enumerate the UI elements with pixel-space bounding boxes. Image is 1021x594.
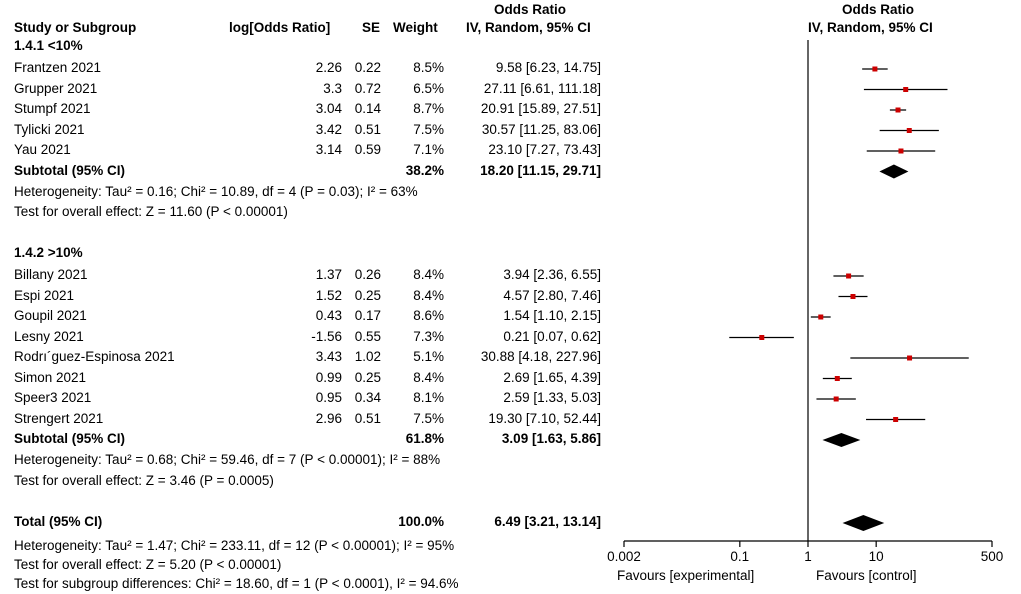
study-name: Grupper 2021 [14, 80, 98, 96]
header-weight: Weight [393, 20, 438, 35]
study-point [898, 149, 903, 154]
study-log-or: 3.42 [315, 121, 342, 137]
study-se: 0.25 [354, 287, 381, 303]
x-axis-tick-label: 500 [980, 549, 1004, 564]
total-label: Total (95% CI) [14, 514, 103, 529]
x-axis-tick-label: 1 [804, 549, 812, 564]
study-ci: 2.59 [1.33, 5.03] [503, 390, 601, 405]
study-ci: 23.10 [7.27, 73.43] [488, 142, 601, 157]
study-log-or: -1.56 [311, 328, 342, 344]
study-name: Strengert 2021 [14, 410, 104, 426]
heterogeneity-text: Heterogeneity: Tau² = 0.16; Chi² = 10.89, df = 4 (P = 0.03); I² = 63% [14, 183, 418, 199]
study-se: 0.25 [354, 369, 381, 385]
study-weight: 8.4% [413, 267, 444, 282]
header-study: Study or Subgroup [14, 20, 137, 35]
study-log-or: 0.43 [315, 308, 342, 323]
study-name: Speer3 2021 [14, 390, 92, 405]
total-overall-effect-text: Test for overall effect: Z = 5.20 (P < 0.00001) [14, 557, 282, 572]
study-point [850, 294, 855, 299]
header-or-title: Odds Ratio [494, 2, 567, 17]
study-ci: 30.88 [4.18, 227.96] [480, 349, 601, 364]
study-point [907, 356, 912, 361]
study-se: 0.22 [354, 60, 381, 75]
study-point [903, 87, 908, 92]
study-name: Simon 2021 [14, 369, 87, 385]
study-weight: 8.1% [413, 390, 444, 405]
study-weight: 7.5% [413, 410, 444, 426]
study-weight: 7.5% [413, 121, 444, 137]
subtotal-ci: 18.20 [11.15, 29.71] [480, 162, 601, 178]
study-name: Frantzen 2021 [14, 60, 102, 75]
study-se: 0.51 [354, 121, 381, 137]
study-name: Goupil 2021 [14, 308, 87, 323]
plot-header-method: IV, Random, 95% CI [808, 20, 933, 35]
study-log-or: 0.95 [315, 390, 342, 405]
study-point [846, 274, 851, 279]
study-log-or: 1.52 [315, 287, 342, 303]
study-name: Rodrı´guez-Espinosa 2021 [14, 349, 175, 364]
plot-header-title: Odds Ratio [842, 2, 915, 17]
study-name: Stumpf 2021 [14, 101, 91, 116]
total-diamond [843, 515, 885, 531]
study-name: Yau 2021 [14, 142, 71, 157]
study-log-or: 2.26 [315, 60, 342, 75]
study-point [896, 108, 901, 113]
x-axis-tick-label: 0.002 [607, 549, 641, 564]
study-point [834, 397, 839, 402]
study-se: 0.55 [354, 328, 381, 344]
subtotal-weight: 38.2% [405, 162, 444, 178]
study-name: Tylicki 2021 [14, 121, 85, 137]
study-se: 0.51 [354, 410, 381, 426]
study-point [759, 335, 764, 340]
subtotal-diamond [822, 433, 860, 447]
study-ci: 19.30 [7.10, 52.44] [488, 410, 601, 426]
overall-effect-text: Test for overall effect: Z = 3.46 (P = 0.0005) [14, 472, 274, 488]
study-weight: 8.7% [413, 101, 444, 116]
study-ci: 30.57 [11.25, 83.06] [481, 121, 601, 137]
study-weight: 6.5% [413, 80, 444, 96]
study-log-or: 2.96 [315, 410, 342, 426]
subtotal-diamond [879, 165, 908, 179]
study-ci: 27.11 [6.61, 111.18] [483, 80, 601, 96]
study-log-or: 3.14 [315, 142, 342, 157]
study-se: 0.26 [354, 267, 381, 282]
study-log-or: 3.04 [315, 101, 342, 116]
study-se: 0.72 [354, 80, 381, 96]
subtotal-weight: 61.8% [405, 431, 444, 446]
study-name: Lesny 2021 [14, 328, 84, 344]
study-ci: 0.21 [0.07, 0.62] [503, 328, 601, 344]
overall-effect-text: Test for overall effect: Z = 11.60 (P < 0.00001) [14, 204, 288, 219]
study-ci: 1.54 [1.10, 2.15] [503, 308, 601, 323]
study-weight: 8.6% [413, 308, 444, 323]
study-weight: 7.3% [413, 328, 444, 344]
subgroup-difference-text: Test for subgroup differences: Chi² = 18.60, df = 1 (P < 0.0001), I² = 94.6% [14, 576, 459, 591]
study-weight: 8.4% [413, 369, 444, 385]
study-weight: 8.5% [413, 60, 444, 75]
favours-control-label: Favours [control] [816, 568, 917, 583]
subtotal-ci: 3.09 [1.63, 5.86] [501, 431, 601, 446]
study-se: 1.02 [354, 349, 381, 364]
total-heterogeneity-text: Heterogeneity: Tau² = 1.47; Chi² = 233.11, df = 12 (P < 0.00001); I² = 95% [14, 538, 455, 553]
total-ci: 6.49 [3.21, 13.14] [494, 514, 601, 529]
study-log-or: 3.43 [315, 349, 342, 364]
study-log-or: 0.99 [315, 369, 342, 385]
favours-experimental-label: Favours [experimental] [617, 568, 755, 583]
study-ci: 20.91 [15.89, 27.51] [480, 101, 601, 116]
study-se: 0.14 [354, 101, 381, 116]
study-point [872, 67, 877, 72]
study-ci: 4.57 [2.80, 7.46] [503, 287, 601, 303]
study-log-or: 1.37 [315, 267, 342, 282]
study-weight: 5.1% [413, 349, 444, 364]
x-axis-tick-label: 10 [868, 549, 884, 564]
study-se: 0.17 [354, 308, 381, 323]
header-log-or: log[Odds Ratio] [229, 20, 331, 35]
group-label: 1.4.1 <10% [14, 38, 83, 53]
study-ci: 9.58 [6.23, 14.75] [495, 60, 601, 75]
study-point [818, 315, 823, 320]
study-ci: 2.69 [1.65, 4.39] [503, 369, 601, 385]
header-se: SE [362, 20, 381, 35]
study-weight: 7.1% [413, 142, 444, 157]
subtotal-label: Subtotal (95% CI) [14, 431, 126, 446]
study-point [893, 417, 898, 422]
study-se: 0.34 [354, 390, 381, 405]
subtotal-label: Subtotal (95% CI) [14, 162, 126, 178]
header-or-method: IV, Random, 95% CI [466, 20, 591, 35]
study-se: 0.59 [354, 142, 381, 157]
x-axis-tick-label: 0.1 [730, 549, 750, 564]
study-log-or: 3.3 [323, 80, 342, 96]
total-weight: 100.0% [398, 514, 444, 529]
study-point [835, 376, 840, 381]
group-label: 1.4.2 >10% [14, 245, 83, 260]
study-name: Billany 2021 [14, 267, 88, 282]
study-weight: 8.4% [413, 287, 444, 303]
study-name: Espi 2021 [14, 287, 75, 303]
study-point [907, 128, 912, 133]
heterogeneity-text: Heterogeneity: Tau² = 0.68; Chi² = 59.46, df = 7 (P < 0.00001); I² = 88% [14, 452, 441, 467]
study-ci: 3.94 [2.36, 6.55] [503, 267, 601, 282]
